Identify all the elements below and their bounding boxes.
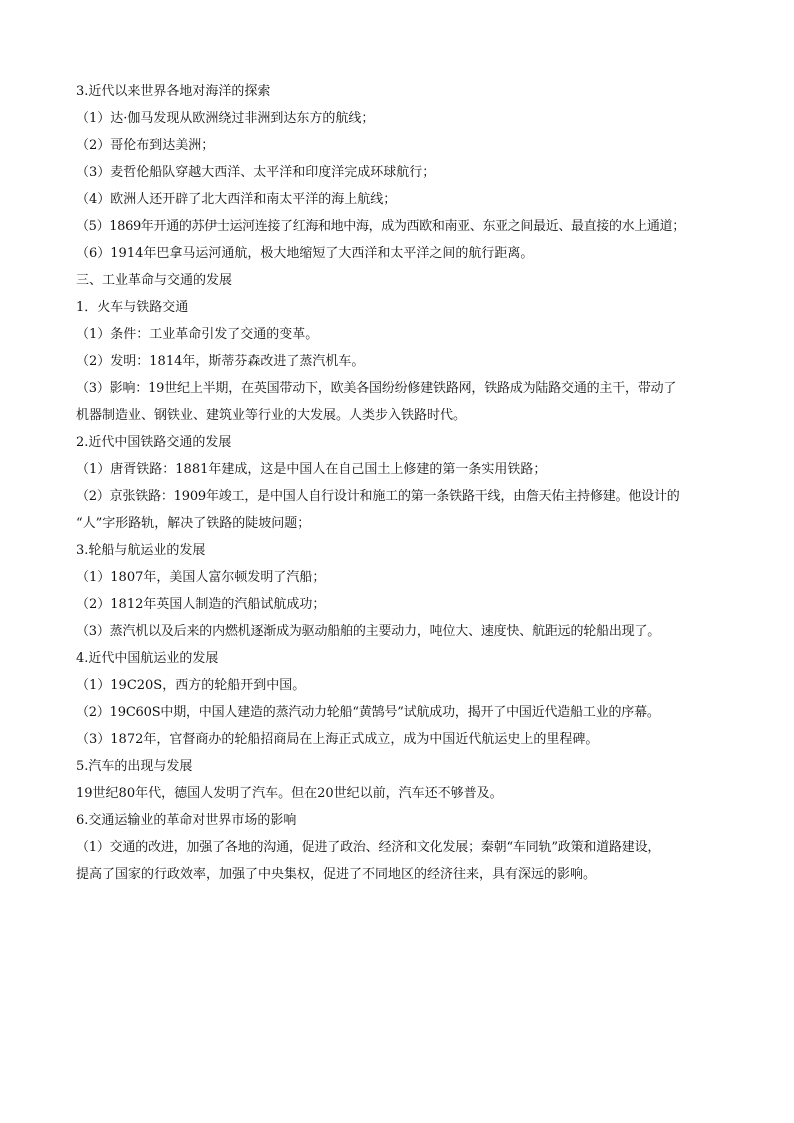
list-item-continuation: “人”字形路轨，解决了铁路的陡坡问题； <box>76 516 311 531</box>
list-item: （3）麦哲伦船队穿越大西洋、太平洋和印度洋完成环球航行； <box>76 165 436 180</box>
list-item-continuation: 机器制造业、钢铁业、建筑业等行业的大发展。人类步入铁路时代。 <box>76 408 467 423</box>
list-item: （3）1872年，官督商办的轮船招商局在上海正式成立，成为中国近代航运史上的里程碑。 <box>76 732 599 747</box>
section-heading-world-market: 6.交通运输业的革命对世界市场的影响 <box>76 813 297 828</box>
section-heading-automobile: 5.汽车的出现与发展 <box>76 759 193 774</box>
list-item: （2）19C60S中期，中国人建造的蒸汽动力轮船“黄鹄号”试航成功，揭开了中国近代造船工业的序幕。 <box>76 705 660 720</box>
section-heading-ocean-exploration: 3.近代以来世界各地对海洋的探索 <box>76 84 271 99</box>
list-item: （2）1812年英国人制造的汽船试航成功； <box>76 597 326 612</box>
list-item: （5）1869年开通的苏伊士运河连接了红海和地中海，成为西欧和南亚、东亚之间最近、最直接的水上通道； <box>76 219 685 234</box>
chapter-heading-industrial-revolution: 三、工业革命与交通的发展 <box>76 273 233 288</box>
list-item: （2）京张铁路：1909年竣工，是中国人自行设计和施工的第一条铁路干线，由詹天佑主持修建。他设计的 <box>76 489 680 504</box>
list-item: （1）唐胥铁路：1881年建成，这是中国人在自己国土上修建的第一条实用铁路； <box>76 462 547 477</box>
list-item: （1）1807年，美国人富尔顿发明了汽船； <box>76 570 326 585</box>
list-item: （1）19C20S，西方的轮船开到中国。 <box>76 678 306 693</box>
document-body <box>76 78 726 888</box>
section-heading-china-shipping: 4.近代中国航运业的发展 <box>76 651 219 666</box>
list-item: （3）蒸汽机以及后来的内燃机逐渐成为驱动船舶的主要动力，吨位大、速度快、航距远的轮船出现了。 <box>76 624 661 639</box>
list-item: （1）交通的改进，加强了各地的沟通，促进了政治、经济和文化发展；秦朝“车同轨”政策和道路建设， <box>76 840 661 855</box>
section-heading-china-railway: 2.近代中国铁路交通的发展 <box>76 435 232 450</box>
list-item: （4）欧洲人还开辟了北大西洋和南太平洋的海上航线； <box>76 192 397 207</box>
paragraph: 19世纪80年代，德国人发明了汽车。但在20世纪以前，汽车还不够普及。 <box>76 786 503 801</box>
list-item-continuation: 提高了国家的行政效率，加强了中央集权，促进了不同地区的经济往来，具有深远的影响。 <box>76 867 597 882</box>
list-item: （6）1914年巴拿马运河通航，极大地缩短了大西洋和太平洋之间的航行距离。 <box>76 246 534 261</box>
section-heading-railway: 1．火车与铁路交通 <box>76 300 189 315</box>
section-heading-steamship: 3.轮船与航运业的发展 <box>76 543 206 558</box>
list-item: （2）发明：1814年，斯蒂芬森改进了蒸汽机车。 <box>76 354 365 369</box>
list-item: （3）影响：19世纪上半期，在英国带动下，欧美各国纷纷修建铁路网，铁路成为陆路交通的主干，带动了 <box>76 381 677 396</box>
list-item: （1）条件：工业革命引发了交通的变革。 <box>76 327 319 342</box>
list-item: （1）达·伽马发现从欧洲绕过非洲到达东方的航线； <box>76 111 375 126</box>
list-item: （2）哥伦布到达美洲； <box>76 138 215 153</box>
